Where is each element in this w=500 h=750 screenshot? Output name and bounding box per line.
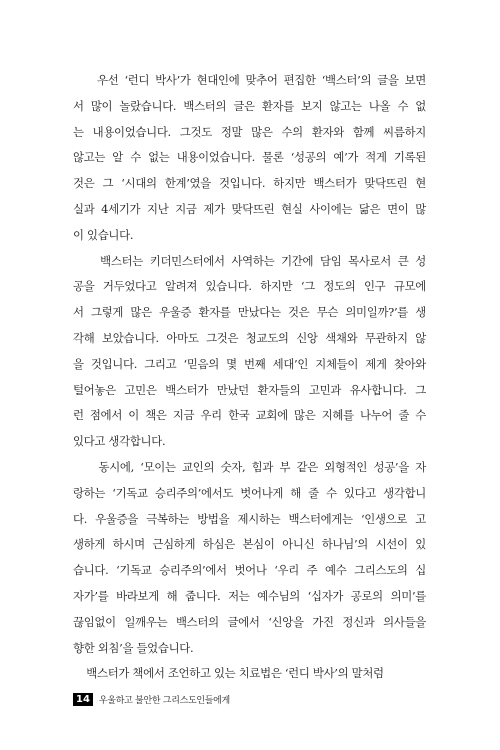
text-line: 을 것입니다. 그리고 ‘믿음의 몇 번째 세대’인 지체들이 제게 찾아와 <box>73 356 426 371</box>
body-text <box>73 68 426 687</box>
text-line: 우선 ‘런디 박사’가 현대인에 맞추어 편집한 ‘백스터’의 글을 보면 <box>73 73 426 87</box>
text-line: 다. 우울증을 극복하는 방법을 제시하는 백스터에게는 ‘인생으로 고 <box>73 511 426 526</box>
text-line: 향한 외침’을 들었습니다. <box>73 640 194 655</box>
text-line: 끊임없이 일깨우는 백스터의 글에서 ‘신앙을 가진 정신과 의사들을 <box>73 614 426 629</box>
text-line: 생하게 하시며 근심하게 하심은 본심이 아니신 하나님’의 시선이 있 <box>73 537 426 552</box>
text-line: 런 점에서 이 책은 지금 우리 한국 교회에 많은 지혜를 나누어 줄 수 <box>73 408 426 423</box>
text-line: 털어놓은 고민은 백스터가 만났던 환자들의 고민과 유사합니다. 그 <box>73 382 426 397</box>
text-line: 이 있습니다. <box>73 227 134 242</box>
text-line: 자가’를 바라보게 해 줍니다. 저는 예수님의 ‘십자가 공로의 의미’를 <box>73 588 426 603</box>
paragraph <box>73 68 426 249</box>
text-line: 서 그렇게 많은 우울증 환자를 만났다는 것은 무슨 의미일까?’를 생 <box>73 305 426 320</box>
text-line: 동시에, ‘모이는 교인의 숫자, 힘과 부 같은 외형적인 성공’을 자 <box>73 459 426 474</box>
text-line: 서 많이 놀랐습니다. 백스터의 글은 환자를 보지 않고는 나올 수 없 <box>73 98 426 113</box>
text-line: 백스터는 키더민스터에서 사역하는 기간에 담임 목사로서 큰 성 <box>73 253 426 268</box>
text-line: 랑하는 ‘기독교 승리주의’에서도 벗어나게 해 줄 수 있다고 생각합니 <box>73 485 426 500</box>
page-number: 14 <box>73 693 93 706</box>
paragraph <box>73 249 426 455</box>
running-title: 우울하고 불안한 그리스도인들에게 <box>98 696 230 706</box>
text-line: 각해 보았습니다. 아마도 그것은 청교도의 신앙 색채와 무관하지 않 <box>73 330 426 345</box>
text-line: 않고는 알 수 없는 내용이었습니다. 물론 ‘성공의 예’가 적게 기록된 <box>73 150 426 165</box>
text-line: 것은 그 ‘시대의 한계’였을 것입니다. 하지만 백스터가 맞닥뜨린 현 <box>73 176 426 191</box>
text-line: 백스터가 책에서 조언하고 있는 치료법은 ‘런디 박사’의 말처럼 <box>73 666 384 681</box>
text-line: 습니다. ‘기독교 승리주의’에서 벗어나 ‘우리 주 예수 그리스도의 십 <box>73 563 426 578</box>
text-line: 실과 4세기가 지난 지금 제가 맞닥뜨린 현실 사이에는 닮은 면이 많 <box>73 201 426 216</box>
paragraph <box>73 455 426 661</box>
text-line: 공을 거두었다고 알려져 있습니다. 하지만 ‘그 정도의 인구 규모에 <box>73 279 426 294</box>
page-footer <box>73 693 230 706</box>
text-line: 있다고 생각합니다. <box>73 434 166 449</box>
text-line: 는 내용이었습니다. 그것도 정말 많은 수의 환자와 함께 씨름하지 <box>73 124 426 139</box>
paragraph <box>73 661 426 687</box>
